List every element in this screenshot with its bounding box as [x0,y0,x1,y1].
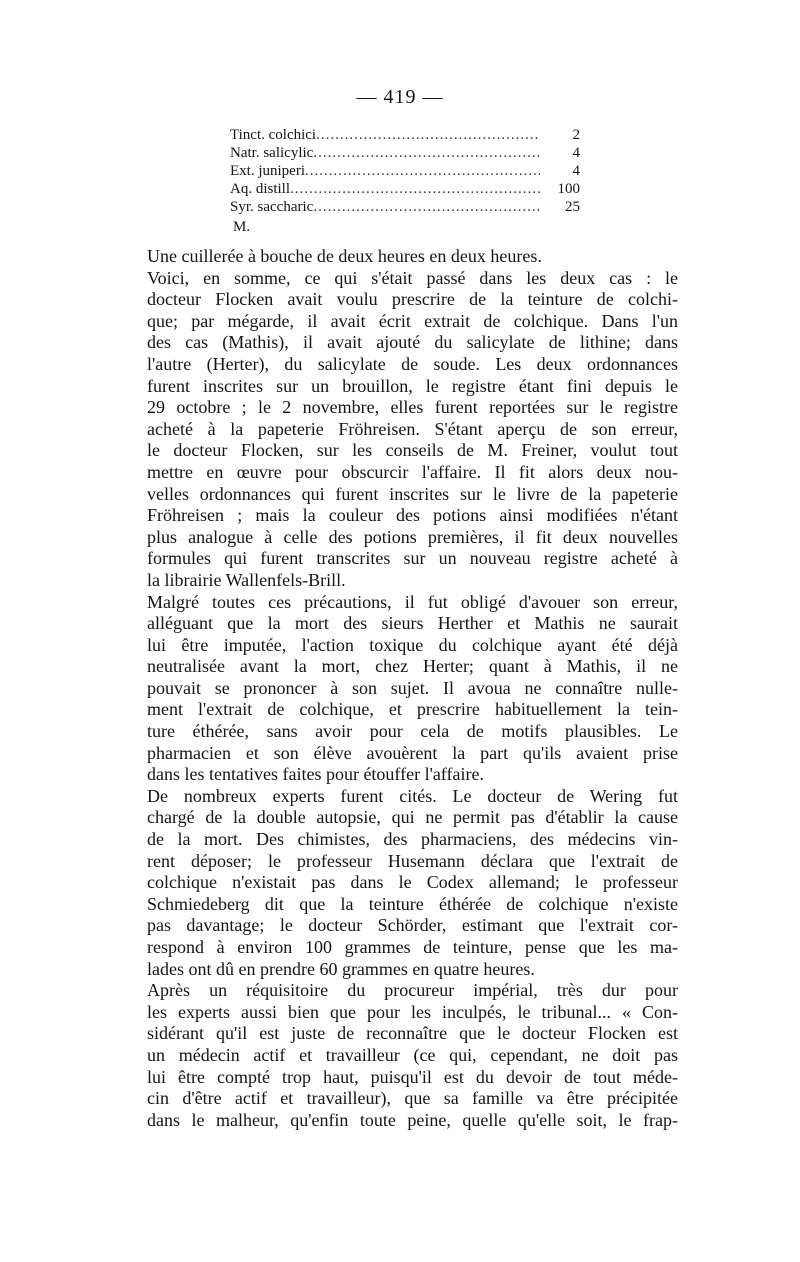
text-line: alléguant que la mort des sieurs Herther et Mathis ne saurait [147,613,678,634]
leader-dots [313,144,540,162]
text-line: la librairie Wallenfels-Brill. [147,569,346,590]
text-line: Malgré toutes ces précautions, il fut obligé d'avouer son erreur, [147,591,678,612]
text-line: pas davantage; le docteur Schörder, estimant que l'extrait cor- [147,915,678,936]
paragraph [130,246,678,268]
text-line: pouvait se prononcer à son sujet. Il avoua ne connaître nulle- [147,677,678,698]
text-line: Une cuillerée à bouche de deux heures en deux heures. [147,246,542,266]
ingredient-quantity: 100 [557,181,580,197]
prescription-row [230,198,580,216]
text-line: velles ordonnances qui furent inscrites sur le livre de la papeterie [147,483,678,504]
paragraph [130,980,678,1131]
body-text [130,246,678,1131]
paragraph [130,592,678,786]
ingredient-name: Tinct. colchici [230,127,317,143]
text-line: neutralisée avant la mort, chez Herter; quant à Mathis, il ne [147,656,678,677]
text-line: l'autre (Herter), du salicylate de soude. Les deux ordonnances [147,353,678,374]
ingredient-quantity: 4 [572,145,580,161]
text-line: ment l'extrait de colchique, et prescrire habituellement la tein- [147,699,678,720]
text-line: acheté à la papeterie Fröhreisen. S'étant aperçu de son erreur, [147,418,678,439]
ingredient-name: Syr. saccharic [230,199,314,215]
text-line: plus analogue à celle des potions premières, il fit deux nouvelles [147,526,678,547]
paragraph [130,786,678,980]
text-line: un médecin actif et travailleur (ce qui, cependant, ne doit pas [147,1044,678,1065]
text-line: rent déposer; le professeur Husemann déclara que l'extrait de [147,850,678,871]
text-line: lades ont dû en prendre 60 grammes en quatre heures. [147,958,535,979]
text-line: De nombreux experts furent cités. Le docteur de Wering fut [147,785,678,806]
leader-dots [305,162,540,180]
leader-dots [316,126,540,144]
page-number: — 419 — [356,86,444,108]
ingredient-name: Natr. salicylic [230,145,314,161]
prescription-sign: M. [233,219,251,235]
prescription-row [230,126,580,144]
text-line: les experts aussi bien que pour les inculpés, le tribunal... « Con- [147,1001,678,1022]
text-line: docteur Flocken avait voulu prescrire de la teinture de colchi- [147,289,678,310]
text-line: pharmacien et son élève avouèrent la part qu'ils avaient prise [147,742,678,763]
text-line: des cas (Mathis), il avait ajouté du salicylate de lithine; dans [147,332,678,353]
text-line: respond à environ 100 grammes de teinture, pense que les ma- [147,937,678,957]
text-line: Voici, en somme, ce qui s'était passé dans les deux cas : le [147,267,678,288]
prescription-formula [230,126,580,236]
text-line: furent inscrites sur un brouillon, le registre étant fini depuis le [147,375,678,396]
text-line: cin d'être actif et travailleur), que sa famille va être précipitée [147,1088,678,1109]
paragraph [130,268,678,592]
ingredient-quantity: 25 [565,199,580,215]
leader-dots [313,198,540,216]
ingredient-quantity: 2 [572,127,580,143]
prescription-row [230,162,580,180]
text-line: Schmiedeberg dit que la teinture éthérée de colchique n'existe [147,893,678,914]
text-line: dans les tentatives faites pour étouffer l'affaire. [147,764,484,785]
text-line: le docteur Flocken, sur les conseils de M. Freiner, voulut tout [147,440,678,461]
text-line: Après un réquisitoire du procureur impérial, très dur pour [147,980,678,1001]
text-line: que; par mégarde, il avait écrit extrait de colchique. Dans l'un [147,310,678,331]
text-line: ture éthérée, sans avoir pour cela de motifs plausibles. Le [147,721,678,742]
text-line: lui être compté trop haut, puisqu'il est du devoir de tout méde- [147,1066,678,1087]
ingredient-name: Aq. distill [230,181,291,197]
text-line: chargé de la double autopsie, qui ne permit pas d'établir la cause [147,807,678,828]
ingredient-quantity: 4 [572,163,580,179]
text-line: lui être imputée, l'action toxique du colchique ayant été déjà [147,634,678,655]
ingredient-name: Ext. juniperi [230,163,305,179]
text-line: mettre en œuvre pour obscurcir l'affaire. Il fit alors deux nou- [147,461,678,482]
prescription-row [230,180,580,198]
text-line: 29 octobre ; le 2 novembre, elles furent reportées sur le registre [147,397,678,418]
text-line: colchique n'existait pas dans le Codex allemand; le professeur [147,872,678,893]
text-line: Fröhreisen ; mais la couleur des potions ainsi modifiées n'étant [147,505,678,526]
text-line: de la mort. Des chimistes, des pharmaciens, des médecins vin- [147,829,678,850]
prescription-row [230,144,580,162]
leader-dots [290,180,540,198]
text-line: dans le malheur, qu'enfin toute peine, quelle qu'elle soit, le frap- [147,1109,678,1130]
text-line: formules qui furent transcrites sur un nouveau registre acheté à [147,548,678,569]
text-line: sidérant qu'il est juste de reconnaître que le docteur Flocken est [147,1023,678,1044]
